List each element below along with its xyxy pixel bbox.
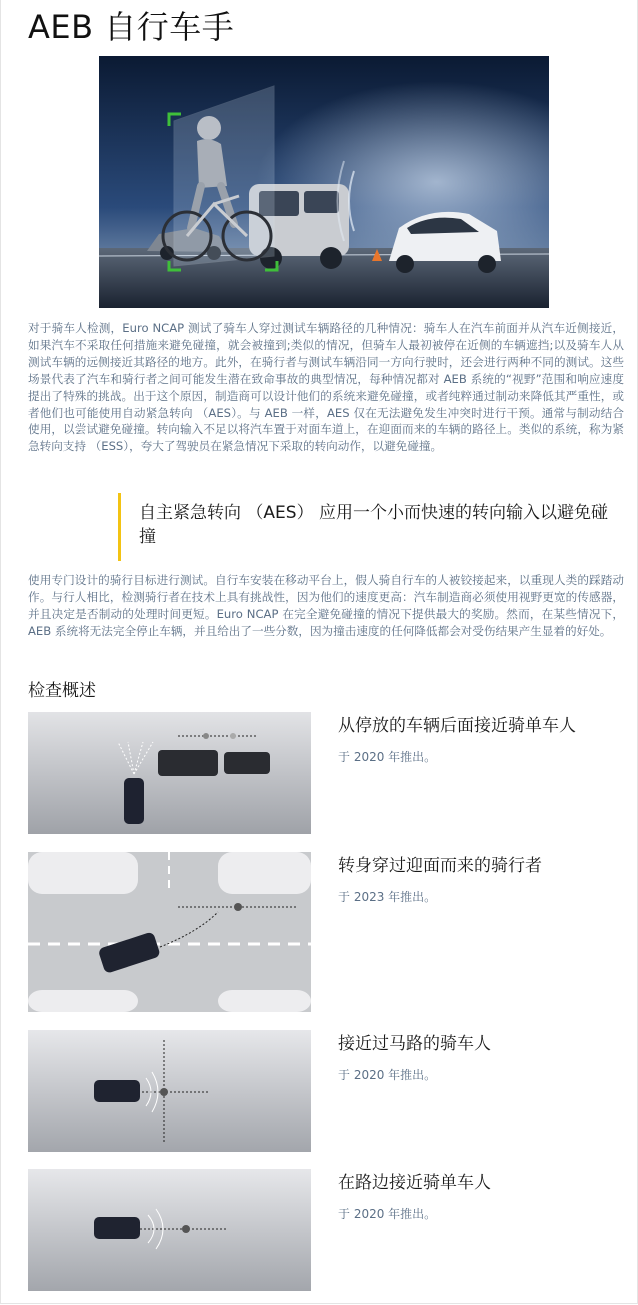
test-year: 于 2020 年推出。 <box>338 750 437 764</box>
test-item[interactable] <box>28 852 624 1012</box>
overview-heading: 检查概述 <box>28 681 96 701</box>
test-diagram-image <box>28 1169 311 1291</box>
test-item[interactable] <box>28 1030 624 1152</box>
test-year: 于 2020 年推出。 <box>338 1068 437 1082</box>
test-year: 于 2020 年推出。 <box>338 1207 437 1221</box>
hero-image <box>99 56 549 308</box>
test-item[interactable] <box>28 1169 624 1291</box>
test-year: 于 2023 年推出。 <box>338 890 437 904</box>
page-title: AEB 自行车手 <box>28 8 235 46</box>
test-diagram-image <box>28 1030 311 1152</box>
test-title: 在路边接近骑单车人 <box>338 1173 491 1193</box>
test-title: 接近过马路的骑车人 <box>338 1034 491 1054</box>
test-title: 从停放的车辆后面接近骑单车人 <box>338 716 576 736</box>
test-diagram-image <box>28 712 311 834</box>
test-title: 转身穿过迎面而来的骑行者 <box>338 856 542 876</box>
test-item[interactable] <box>28 712 624 834</box>
intro-paragraph-1: 对于骑车人检测，Euro NCAP 测试了骑车人穿过测试车辆路径的几种情况：骑车人在汽车前面并从汽车近侧接近，如果汽车不采取任何措施来避免碰撞，就会被撞到;类似的情况，但骑车人最初被停在近侧的车辆遮挡;以及骑车人从测试车辆的远侧接近其路径的地方。此外，在骑行者与测试车辆沿同一方向行驶时，还会进行两种不同的测试。这些场景代表了汽车和骑行者之间可能发生潜在致命事故的典型情况，每种情况都对 AEB 系统的“视野”范围和响应速度提出了特殊的挑战。出于这个原因，制造商可以设计他们的系统来避免碰撞，或者纯粹通过制动来降低其严重性，或者他们也可能使用自动紧急转向 （AES）。与 AEB 一样，AES 仅在无法避免发生冲突时进行干预。通常与制动结合使用，以尝试避免碰撞。转向输入不足以将汽车置于对面车道上，在迎面而来的车辆的路径上。类似的系统，称为紧急转向支持 （ESS），夸大了驾驶员在紧急情况下采取的转向动作，以避免碰撞。 <box>28 321 624 454</box>
pull-quote-text: 自主紧急转向 （AES） 应用一个小而快速的转向输入以避免碰撞 <box>139 503 608 547</box>
intro-paragraph-2: 使用专门设计的骑行目标进行测试。自行车安装在移动平台上，假人骑自行车的人被铰接起来，以重现人类的踩踏动作。与行人相比，检测骑行者在技术上具有挑战性，因为他们的速度更高：汽车制造商必须使用视野更宽的传感器，并且决定是否制动的处理时间更短。Euro NCAP 在完全避免碰撞的情况下提供最大的奖励。然而，在某些情况下，AEB 系统将无法完全停止车辆，并且给出了一些分数，因为撞击速度的任何降低都会对受伤结果产生显着的好处。 <box>28 573 624 638</box>
pull-quote <box>118 493 623 561</box>
test-diagram-image <box>28 852 311 1012</box>
